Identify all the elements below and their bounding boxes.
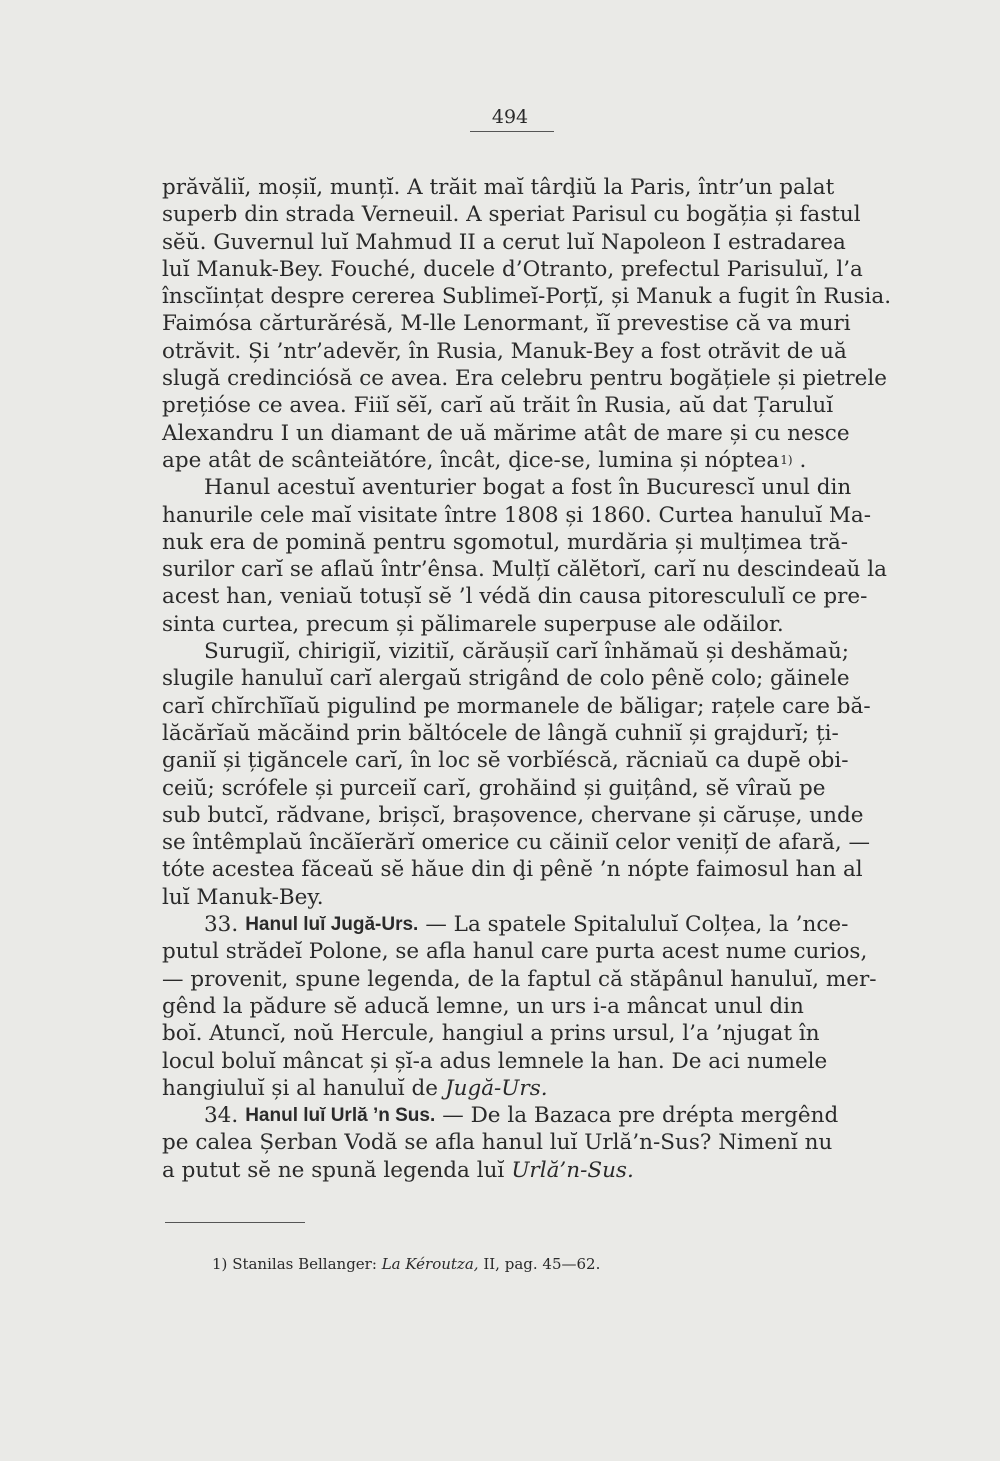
text-line: lăcărĭaŭ măcăind prin băltócele de lângă cuhniĭ și grajdurĭ; ți- bbox=[162, 720, 839, 746]
footnote-work: La Kéroutza, bbox=[381, 1255, 479, 1273]
text-line: putul strădeĭ Polone, se afla hanul care purta acest nume curios, bbox=[162, 939, 868, 965]
text-line: pe calea Șerban Vodă se afla hanul luĭ Urlă’n-Sus? Nimenĭ nu bbox=[162, 1130, 833, 1156]
text-line: Faimósa cărturărésă, M-lle Lenormant, ĭĭ prevestise că va muri bbox=[162, 311, 851, 337]
text-line: slugile hanuluĭ carĭ alergaŭ strigând de colo pênĕ colo; găinele bbox=[162, 666, 850, 692]
text-line: surilor carĭ se aflaŭ într’ênsa. Mulțĭ călĕtorĭ, carĭ nu descindeaŭ la bbox=[162, 557, 887, 583]
section-34-italic-name: Urlă’n-Sus. bbox=[511, 1157, 634, 1183]
text-line: nuk era de pomină pentru sgomotul, murdăria și mulțimea tră- bbox=[162, 529, 849, 555]
text-line: Surugiĭ, chirigiĭ, vizitiĭ, cărăușiĭ carĭ înhămaŭ și deshămaŭ; bbox=[204, 639, 850, 665]
text-line: a putut sĕ ne spună legenda luĭ Urlă’n-Sus. bbox=[162, 1157, 634, 1183]
section-33-italic-name: Jugă-Urs. bbox=[444, 1075, 548, 1101]
text-line: otrăvit. Și ’ntr’adevĕr, în Rusia, Manuk-Bey a fost otrăvit de uă bbox=[162, 338, 847, 364]
text-line: acest han, veniaŭ totușĭ sĕ ’l védă din causa pitorescululĭ ce pre- bbox=[162, 584, 868, 610]
text-line: Alexandru I un diamant de uă mărime atât de mare și cu nesce bbox=[162, 420, 850, 446]
text-line: locul boluĭ mâncat și șĭ-a adus lemnele la han. De aci numele bbox=[162, 1048, 828, 1074]
text-line: prețióse ce avea. Fiiĭ sĕĭ, carĭ aŭ trăit în Rusia, aŭ dat Țaruluĭ bbox=[162, 393, 834, 419]
footnote-reference-pages: II, pag. 45—62. bbox=[483, 1255, 601, 1273]
footnote-author: Stanilas Bellanger: bbox=[232, 1255, 377, 1273]
section-33-number: 33. bbox=[204, 912, 239, 938]
text-line: sĕŭ. Guvernul luĭ Mahmud II a cerut luĭ Napoleon I estradarea bbox=[162, 229, 846, 255]
text-line: gênd la pădure sĕ aducă lemne, un urs i-a mâncat unul din bbox=[162, 993, 804, 1019]
page-number-rule bbox=[470, 131, 554, 132]
body-text bbox=[162, 174, 892, 1184]
text-line: boĭ. Atuncĭ, noŭ Hercule, hangiul a prins ursul, l’a ’njugat în bbox=[162, 1021, 820, 1047]
section-34-number: 34. bbox=[204, 1103, 239, 1129]
text-line: superb din strada Verneuil. A speriat Parisul cu bogăția și fastul bbox=[162, 202, 861, 228]
text-line: hanurile cele maĭ visitate între 1808 și 1860. Curtea hanuluĭ Ma- bbox=[162, 502, 872, 528]
text-line: — provenit, spune legenda, de la faptul că stăpânul hanuluĭ, mer- bbox=[162, 966, 877, 992]
footnote-reference: 1) bbox=[780, 452, 793, 467]
footnote-marker: 1) bbox=[212, 1255, 228, 1273]
page-number: 494 bbox=[491, 106, 529, 128]
text-line: Hanul acestuĭ aventurier bogat a fost în Bucurescĭ unul din bbox=[204, 475, 852, 501]
text-line: sub butcĭ, rădvane, brișcĭ, brașovence, chervane și cărușe, unde bbox=[162, 802, 864, 828]
text-line: carĭ chĭrchĭĭaŭ pigulind pe mormanele de băligar; rațele care bă- bbox=[162, 693, 871, 719]
text-line: luĭ Manuk-Bey. Fouché, ducele d’Otranto, prefectul Parisuluĭ, l’a bbox=[162, 256, 863, 282]
text-line: înscĭințat despre cererea Sublimeĭ-Porțĭ, și Manuk a fugit în Rusia. bbox=[162, 284, 892, 310]
text-line: slugă credinciósă ce avea. Era celebru pentru bogățiele și pietrele bbox=[162, 366, 887, 392]
text-line: sinta curtea, precum și pălimarele superpuse ale odăilor. bbox=[162, 611, 784, 637]
section-33-title: Hanul luĭ Jugă-Urs. bbox=[245, 914, 419, 936]
text-line: ceiŭ; scrófele și purceiĭ carĭ, grohăind și guițând, sĕ vîraŭ pe bbox=[162, 775, 826, 801]
text-line: hangiuluĭ și al hanuluĭ de Jugă-Urs. bbox=[162, 1075, 548, 1101]
text-line: ganiĭ și țigăncele carĭ, în loc sĕ vorbĭéscă, răcniaŭ ca dupĕ obi- bbox=[162, 748, 849, 774]
text-line: se întêmplaŭ încăĭerărĭ omerice cu căiniĭ celor venițĭ de afară, — bbox=[162, 830, 870, 856]
text-line: tóte acestea făceaŭ sĕ hăue din ḑi pênĕ ’n nópte faimosul han al bbox=[162, 857, 863, 883]
footnote bbox=[212, 1255, 600, 1273]
section-34-heading-line: 34. Hanul luĭ Urlă ’n Sus. — De la Bazaca pre drépta mergênd bbox=[204, 1103, 839, 1129]
section-33-heading-line: 33. Hanul luĭ Jugă-Urs. — La spatele Spitaluluĭ Colțea, la ’nce- bbox=[204, 912, 849, 938]
section-34-title: Hanul luĭ Urlă ’n Sus. bbox=[245, 1105, 436, 1127]
text-line: prăvăliĭ, moșiĭ, munțĭ. A trăit maĭ târḑiŭ la Paris, într’un palat bbox=[162, 175, 835, 200]
text-line: ape atât de scânteiătóre, încât, ḑice-se, lumina și nóptea 1) . bbox=[162, 447, 807, 473]
text-line: luĭ Manuk-Bey. bbox=[162, 884, 324, 910]
footnote-divider bbox=[165, 1222, 305, 1223]
